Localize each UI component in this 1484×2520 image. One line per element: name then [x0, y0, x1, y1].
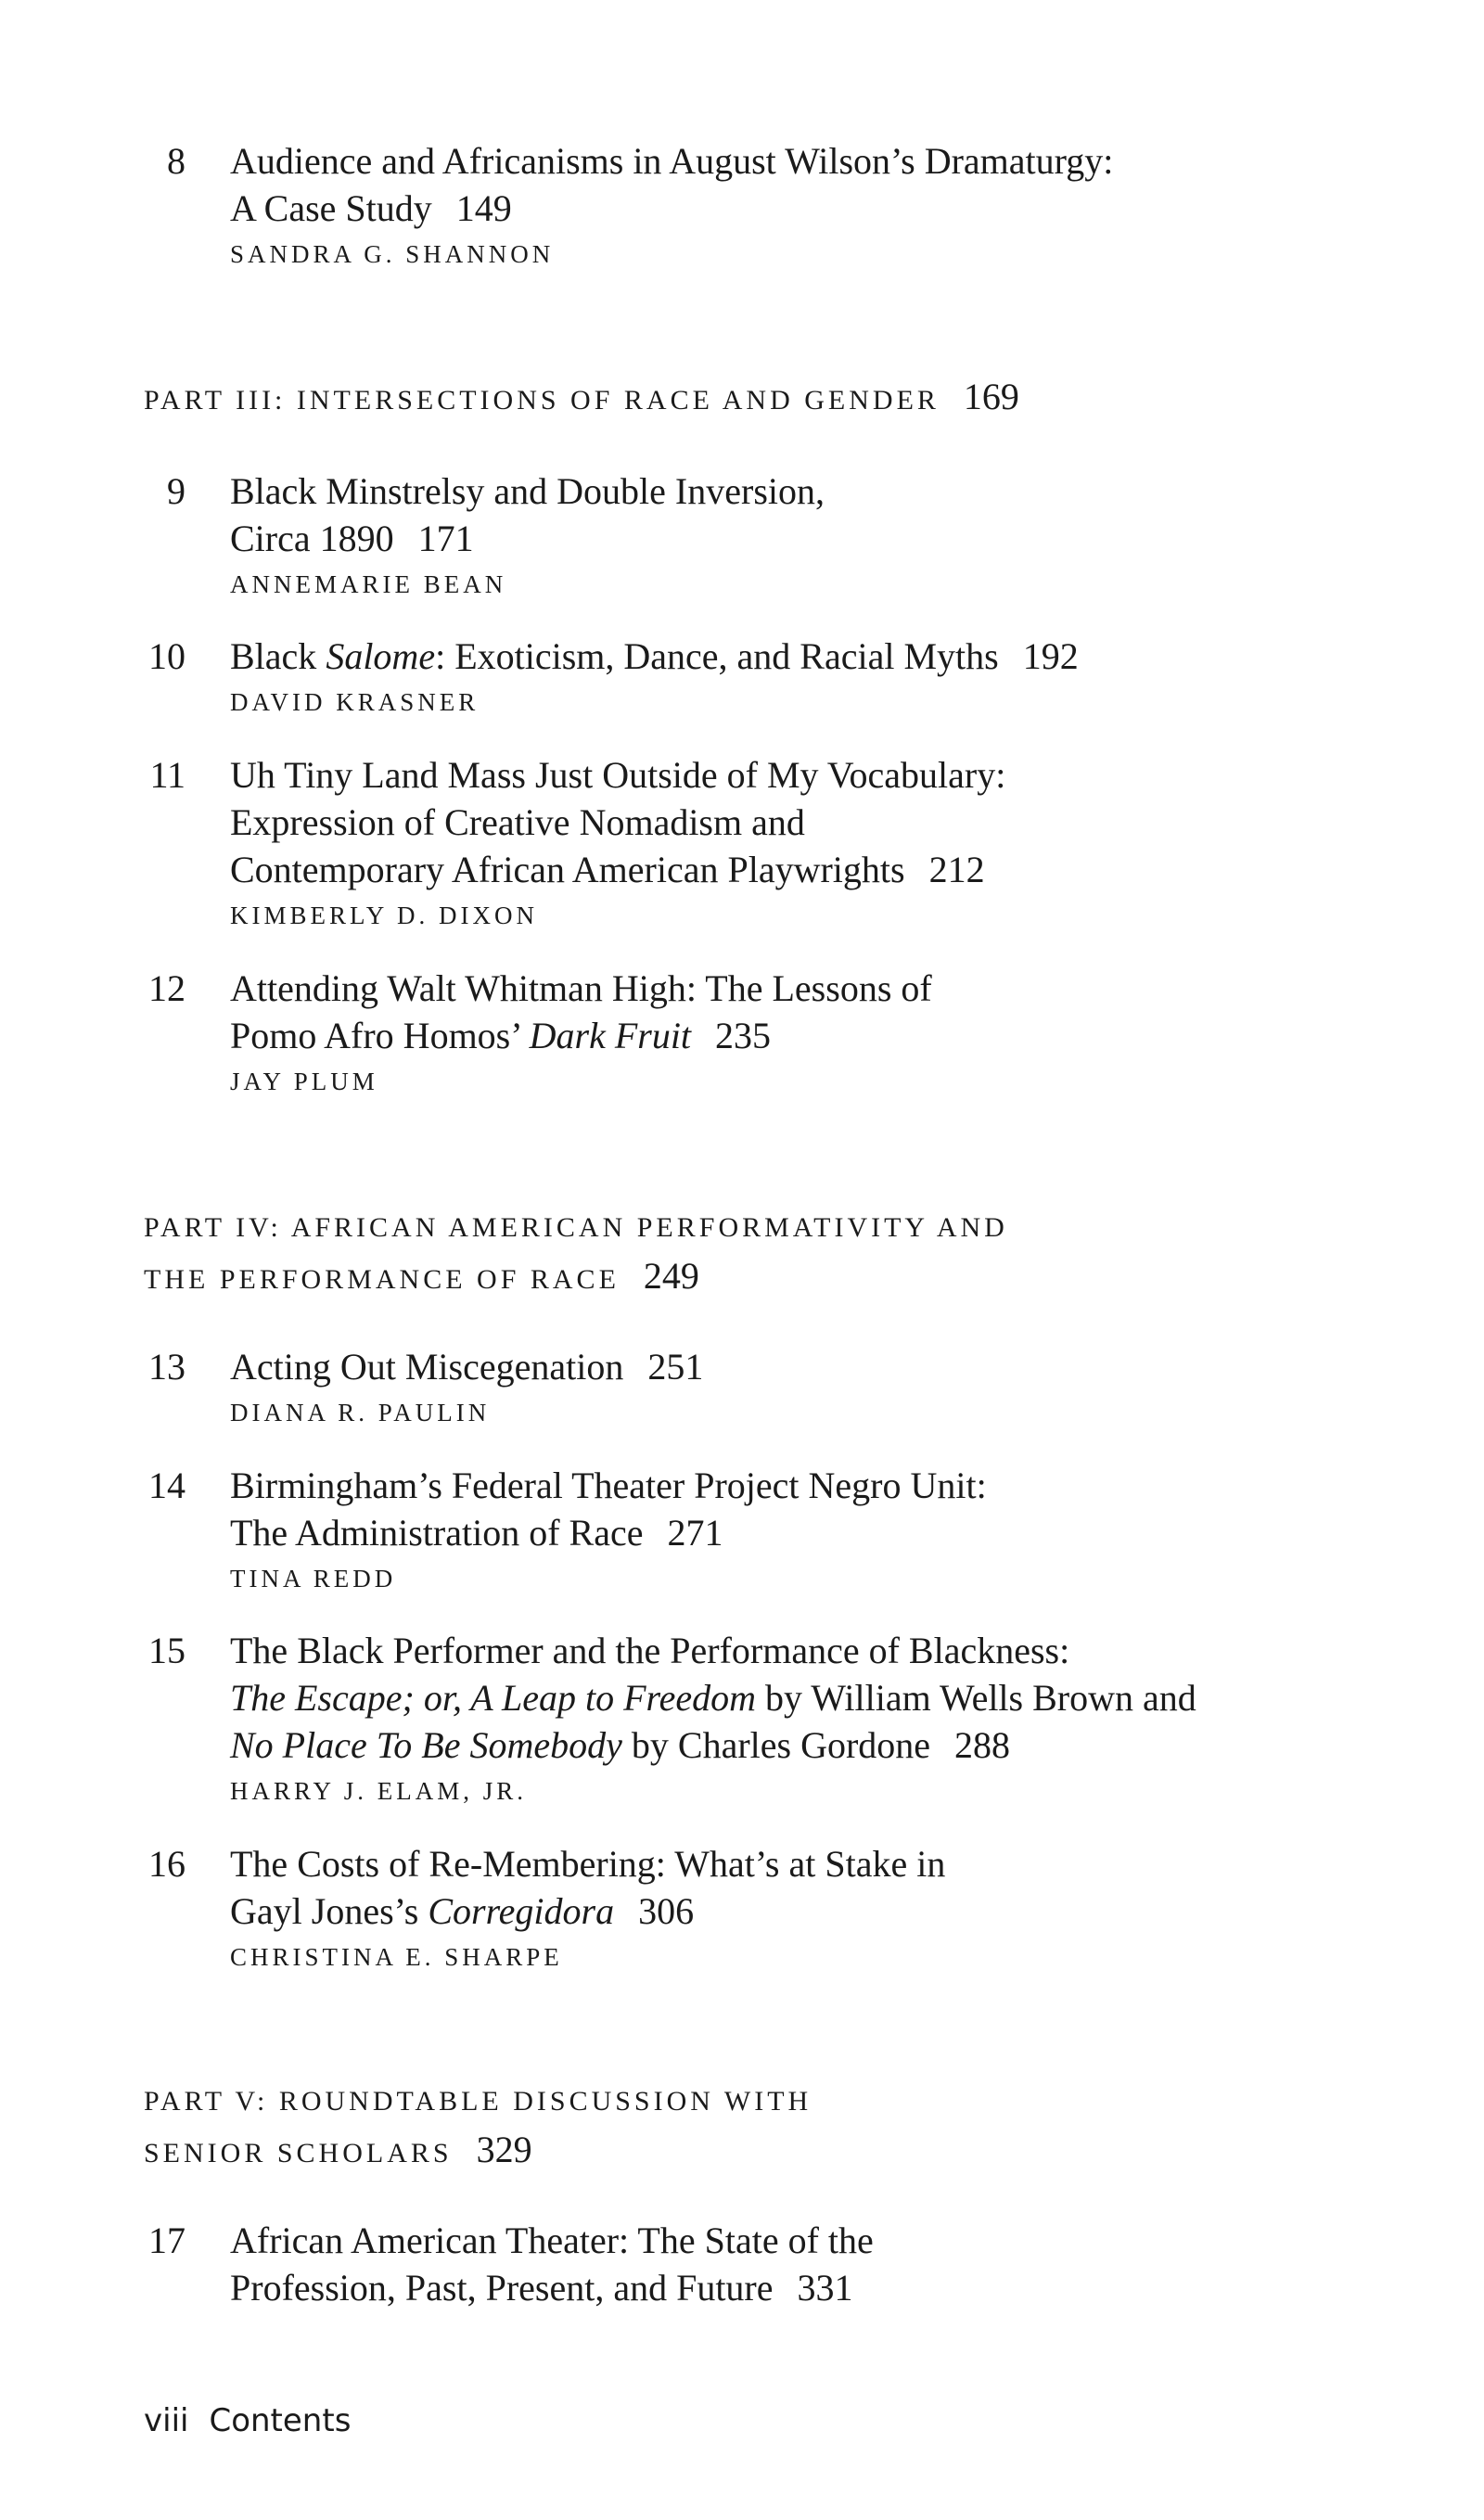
chapter-title-line: The Black Performer and the Performance of Blackness:	[230, 1630, 1070, 1671]
chapter-number: 12	[148, 967, 186, 1009]
author-name: CHRISTINA E. SHARPE	[230, 1943, 563, 1971]
chapter-title-italic: Dark Fruit	[529, 1015, 692, 1056]
chapter-title-text: by William Wells Brown and	[755, 1677, 1196, 1719]
chapter-title-line: Contemporary African American Playwrights	[230, 849, 905, 890]
chapter-title-line: Expression of Creative Nomadism and	[230, 801, 805, 843]
chapter-number: 11	[149, 754, 186, 796]
chapter-title-text: Black	[230, 635, 326, 677]
chapter-number: 10	[148, 635, 186, 677]
author-name: DIANA R. PAULIN	[230, 1399, 491, 1426]
chapter-number: 15	[148, 1630, 186, 1671]
chapter-title-line: Birmingham’s Federal Theater Project Negro Unit:	[230, 1465, 987, 1506]
page-number: 235	[715, 1015, 772, 1056]
page-number: 249	[643, 1255, 699, 1297]
chapter-title-line: Attending Walt Whitman High: The Lessons of	[230, 967, 932, 1009]
running-title: Contents	[209, 2402, 352, 2439]
part-heading-4	[144, 1204, 1008, 1304]
chapter-title-line: Acting Out Miscegenation	[230, 1346, 624, 1388]
chapter-title-line: Black Minstrelsy and Double Inversion,	[230, 470, 825, 512]
page-footer	[144, 2402, 351, 2439]
author-name: TINA REDD	[230, 1565, 397, 1593]
chapter-number: 8	[167, 140, 186, 182]
part-title-line: PART V: ROUNDTABLE DISCUSSION WITH	[144, 2086, 812, 2117]
chapter-number: 9	[167, 470, 186, 512]
chapter-title-line: Uh Tiny Land Mass Just Outside of My Vocabulary:	[230, 754, 1006, 796]
author-name: SANDRA G. SHANNON	[230, 240, 555, 268]
chapter-title-italic: Corregidora	[428, 1890, 615, 1932]
chapter-title-line: Profession, Past, Present, and Future	[230, 2267, 774, 2309]
part-title-line: THE PERFORMANCE OF RACE	[144, 1264, 620, 1295]
page-number: 212	[928, 849, 985, 890]
page-number: 331	[797, 2267, 853, 2309]
chapter-number: 16	[148, 1843, 186, 1885]
chapter-title-italic: The Escape; or, A Leap to Freedom	[230, 1677, 756, 1719]
chapter-number: 13	[148, 1346, 186, 1388]
chapter-title-line: Pomo Afro Homos’	[230, 1015, 530, 1056]
chapter-number: 17	[148, 2219, 186, 2261]
page-number: 251	[647, 1346, 704, 1388]
part-heading-5	[144, 2078, 812, 2178]
page-number: 288	[954, 1724, 1011, 1766]
author-name: HARRY J. ELAM, JR.	[230, 1777, 528, 1805]
folio-number: viii	[144, 2402, 189, 2439]
chapter-title-line: The Administration of Race	[230, 1512, 644, 1554]
chapter-title-line: African American Theater: The State of the	[230, 2219, 874, 2261]
page-number: 192	[1022, 635, 1079, 677]
part-title-line: SENIOR SCHOLARS	[144, 2138, 453, 2168]
chapter-title-text: by Charles Gordone	[621, 1724, 931, 1766]
page-number: 306	[638, 1890, 695, 1932]
chapter-title-line: Audience and Africanisms in August Wilson’s Dramaturgy:	[230, 140, 1114, 182]
chapter-title-line: The Costs of Re-Membering: What’s at Stake in	[230, 1843, 946, 1885]
author-name: JAY PLUM	[230, 1068, 378, 1095]
page-number: 271	[667, 1512, 723, 1554]
author-name: DAVID KRASNER	[230, 688, 480, 716]
part-title: PART III: INTERSECTIONS OF RACE AND GENDER	[144, 385, 940, 416]
page-number: 169	[963, 376, 1019, 417]
chapter-title-italic: No Place To Be Somebody	[230, 1724, 622, 1766]
chapter-title-line: Circa 1890	[230, 518, 394, 559]
page-number: 149	[455, 187, 512, 229]
chapter-title-line: A Case Study	[230, 187, 432, 229]
author-name: ANNEMARIE BEAN	[230, 570, 507, 598]
chapter-title-line: Gayl Jones’s	[230, 1890, 429, 1932]
part-title-line: PART IV: AFRICAN AMERICAN PERFORMATIVITY AND	[144, 1212, 1008, 1243]
chapter-title-italic: Salome	[326, 635, 436, 677]
page-number: 329	[476, 2129, 532, 2170]
chapter-number: 14	[148, 1465, 186, 1506]
author-name: KIMBERLY D. DIXON	[230, 902, 539, 929]
part-heading-3	[144, 373, 1019, 425]
page-number: 171	[417, 518, 474, 559]
chapter-title-text: : Exoticism, Dance, and Racial Myths	[435, 635, 999, 677]
